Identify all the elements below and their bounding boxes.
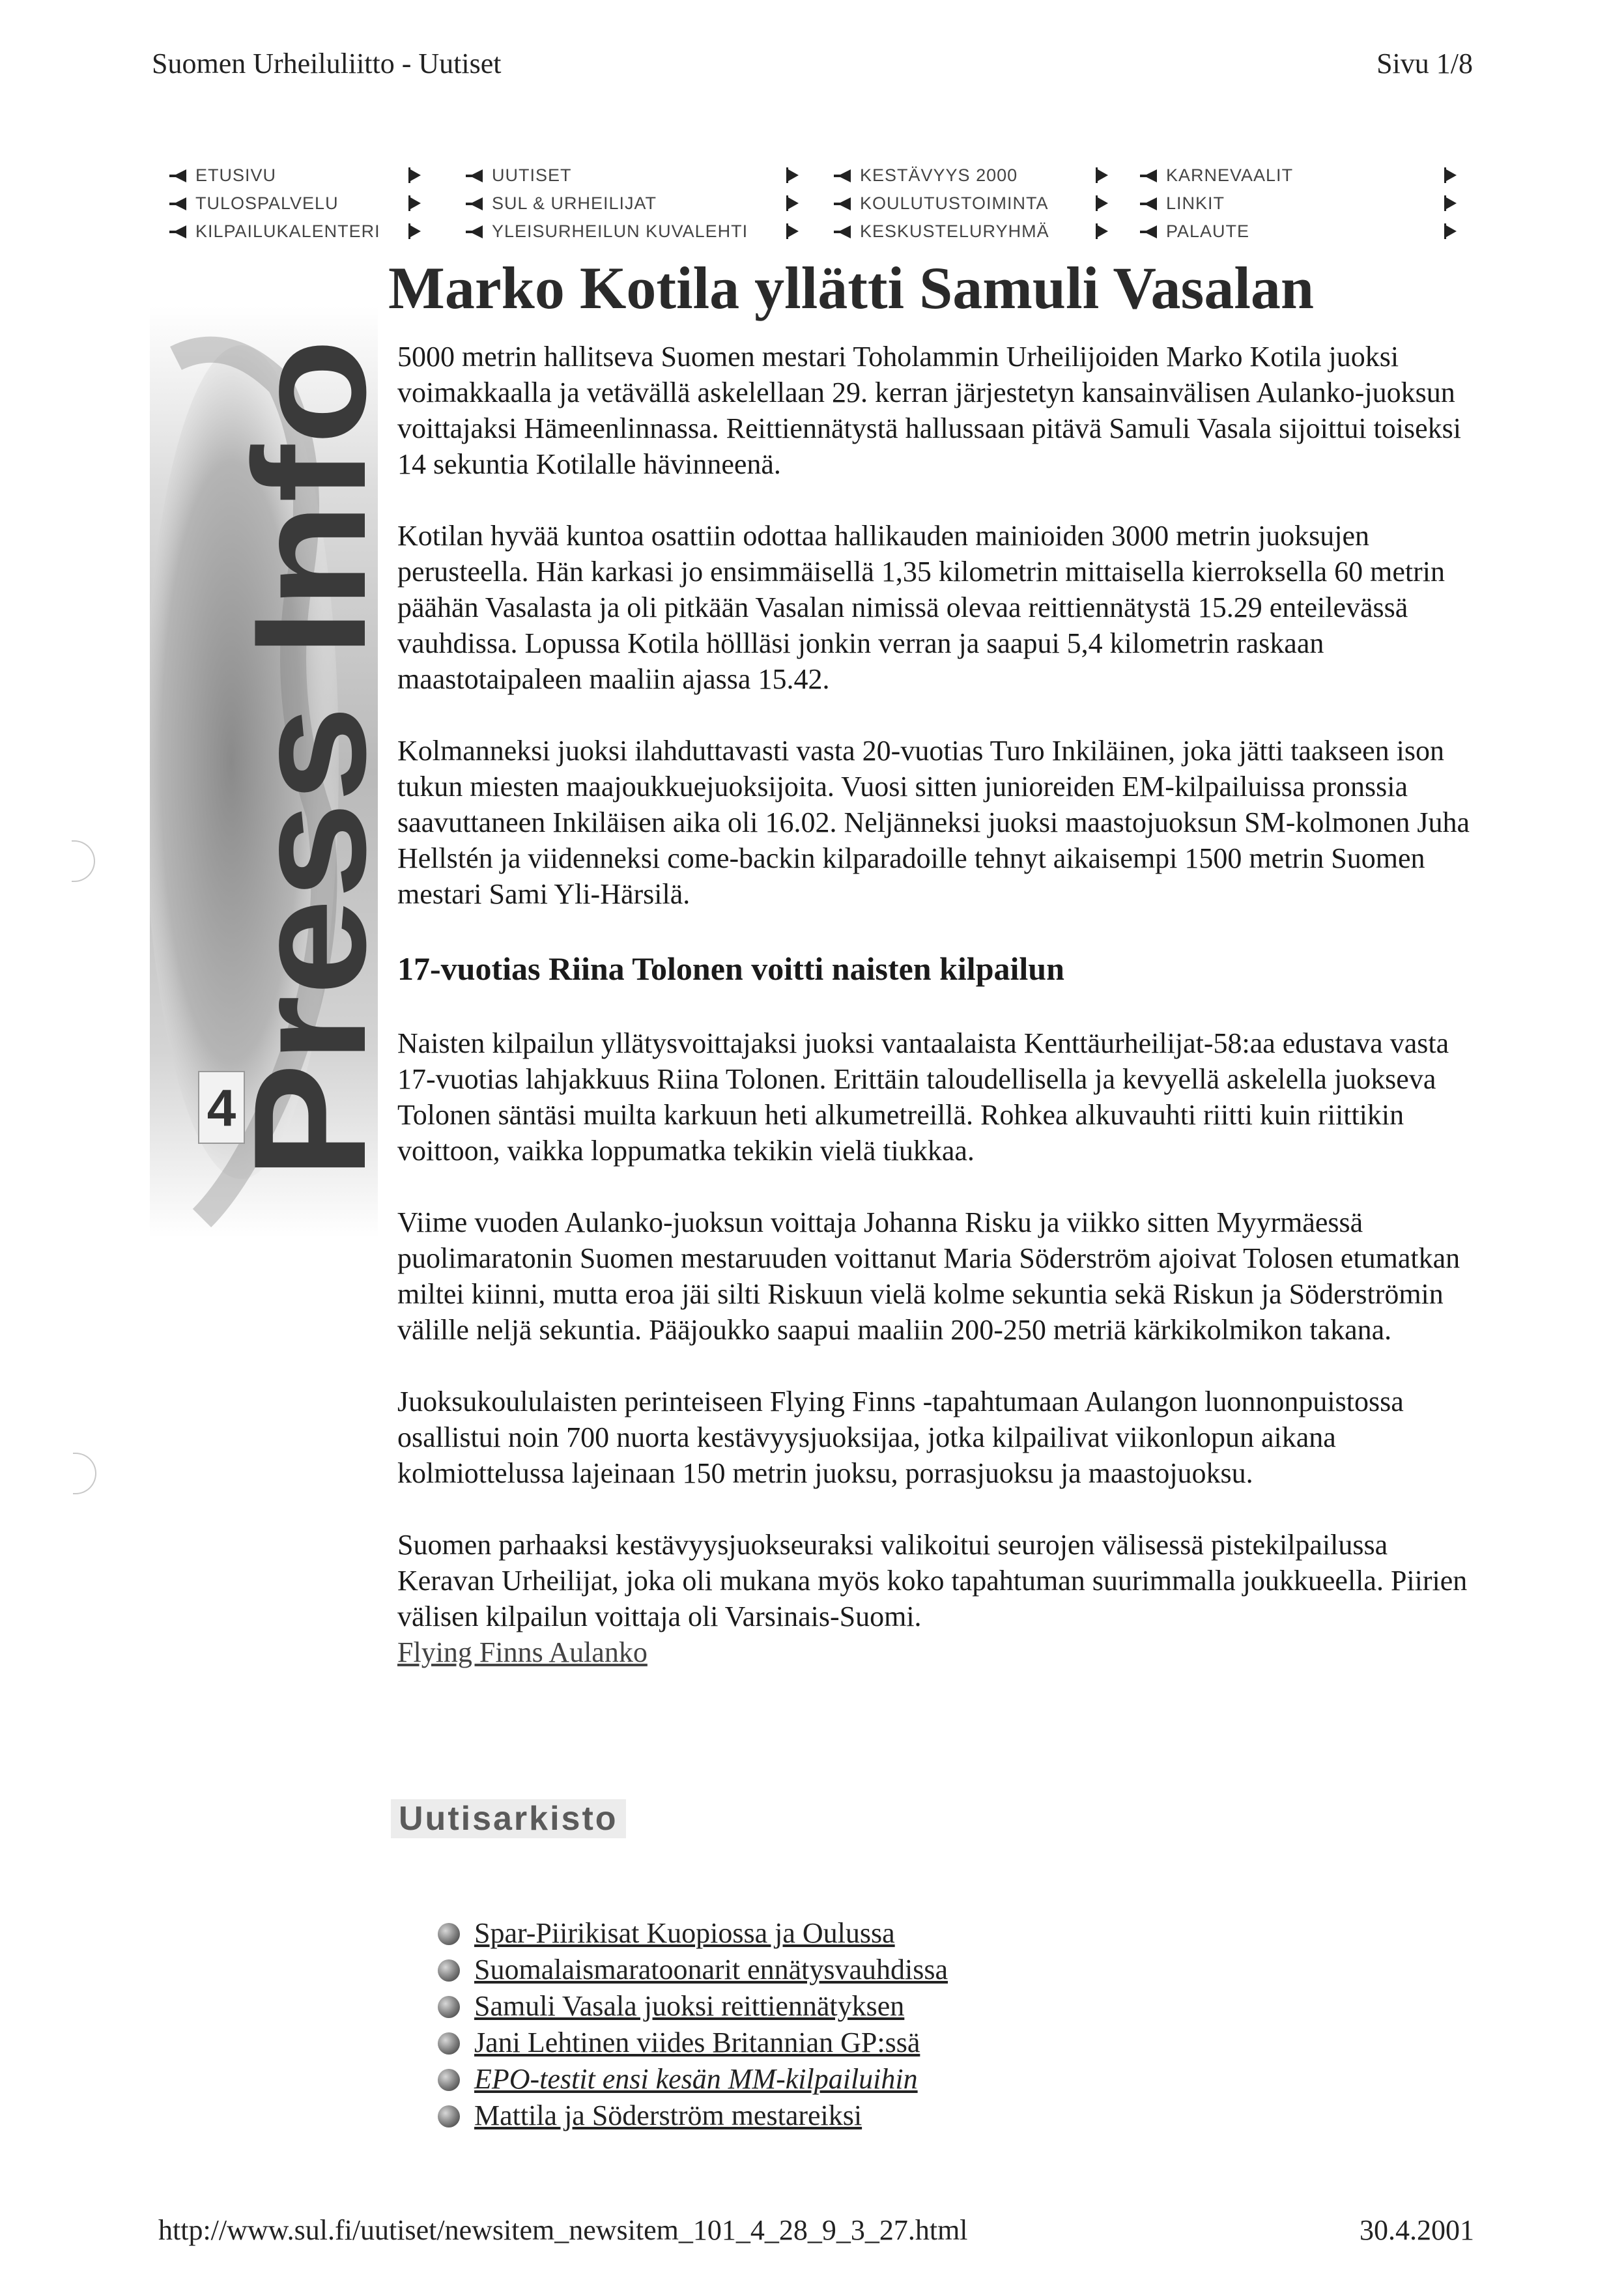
- article-paragraph-6: Juoksukoululaisten perinteiseen Flying Finns -tapahtumaan Aulangon luonnonpuistossa osallistui noin 700 nuorta kestävyysjuoksijaa, jotka kilpailivat viikonlopun aikana kolmiottelussa lajeinaan 150 metrin juoksu, porrasjuoksu ja maastojuoksu.: [397, 1386, 1404, 1489]
- banner-bib-number: 4: [207, 1079, 236, 1137]
- archive-item: [438, 1952, 948, 1988]
- bullet-icon: [438, 1959, 460, 1982]
- punch-hole-mark: [73, 1453, 96, 1494]
- nav-end-arrows-3: [1094, 162, 1114, 246]
- nav-link-kilpailukalenteri[interactable]: KILPAILUKALENTERI: [169, 218, 380, 246]
- archive-link-2[interactable]: Suomalaismaratoonarit ennätysvauhdissa: [474, 1954, 948, 1985]
- nav-link-etusivu[interactable]: ETUSIVU: [169, 162, 380, 190]
- footer-url: http://www.sul.fi/uutiset/newsitem_newsitem_101_4_28_9_3_27.html: [158, 2214, 968, 2246]
- site-title: Suomen Urheiluliitto - Uutiset: [152, 48, 502, 79]
- article-paragraph-1: 5000 metrin hallitseva Suomen mestari Toholammin Urheilijoiden Marko Kotila juoksi voimakkaalla ja vetävällä askelellaan 29. kerran järjestetyn kansainvälisen Aulanko-juoksun voittajaksi Hämeenlinnassa. Reittiennätystä hallussaan pitävä Samuli Vasala sijoittui toiseksi 14 sekuntia Kotilalle hävinneenä.: [397, 341, 1462, 480]
- archive-heading: Uutisarkisto: [391, 1799, 626, 1838]
- archive-link-5[interactable]: EPO-testit ensi kesän MM-kilpailuihin: [474, 2063, 918, 2095]
- banner-press-info-text: Press Info: [220, 407, 378, 1179]
- nav-link-kuvalehti[interactable]: YLEISURHEILUN KUVALEHTI: [466, 218, 748, 246]
- bullet-icon: [438, 2032, 460, 2055]
- article-subheading: 17-vuotias Riina Tolonen voitti naisten kilpailun: [397, 950, 1064, 987]
- archive-item: [438, 1915, 948, 1952]
- press-info-banner: [150, 306, 378, 1238]
- nav-link-keskusteluryhma[interactable]: KESKUSTELURYHMÄ: [834, 218, 1049, 246]
- nav-end-arrows-1: [407, 162, 427, 246]
- nav-link-uutiset[interactable]: UUTISET: [466, 162, 748, 190]
- nav-column-2: [466, 162, 748, 246]
- nav-end-arrows-4: [1443, 162, 1462, 246]
- punch-hole-mark: [72, 840, 95, 882]
- article-body: [397, 339, 1492, 1670]
- archive-link-4[interactable]: Jani Lehtinen viides Britannian GP:ssä: [474, 2027, 920, 2058]
- archive-link-6[interactable]: Mattila ja Söderström mestareiksi: [474, 2099, 862, 2131]
- footer-date: 30.4.2001: [1360, 2214, 1474, 2246]
- nav-link-sul-urheilijat[interactable]: SUL & URHEILIJAT: [466, 190, 748, 218]
- page-number: Sivu 1/8: [1376, 48, 1473, 79]
- bullet-icon: [438, 1996, 460, 2018]
- nav-column-3: [834, 162, 1049, 246]
- nav-link-linkit[interactable]: LINKIT: [1140, 190, 1293, 218]
- flying-finns-link[interactable]: Flying Finns Aulanko: [397, 1636, 648, 1668]
- nav-link-tulospalvelu[interactable]: TULOSPALVELU: [169, 190, 380, 218]
- article-paragraph-5: Viime vuoden Aulanko-juoksun voittaja Johanna Risku ja viikko sitten Myyrmäessä puolimaratonin Suomen mestaruuden voittanut Maria Söderström ajoivat Tolosen etumatkan miltei kiinni, mutta eroa jäi silti Riskuun vielä kolme sekuntia sekä Riskun ja Söderströmin välille neljä sekuntia. Pääjoukko saapui maaliin 200-250 metriä kärkikolmikon takana.: [397, 1206, 1460, 1346]
- article-paragraph-3: Kolmanneksi juoksi ilahduttavasti vasta 20-vuotias Turo Inkiläinen, joka jätti taakseen ison tukun miesten maajoukkuejuoksijoita. Vuosi sitten junioreiden EM-kilpailuissa pronssia saavuttaneen Inkiläisen aika oli 16.02. Neljänneksi juoksi maastojuoksun SM-kolmonen Juha Hellstén ja viidenneksi come-backin kilparadoille tehnyt aikaisempi 1500 metrin Suomen mestari Sami Yli-Härsilä.: [397, 735, 1470, 910]
- archive-item: [438, 2098, 948, 2134]
- archive-item: [438, 1988, 948, 2025]
- nav-link-koulutustoiminta[interactable]: KOULUTUSTOIMINTA: [834, 190, 1049, 218]
- article-title: Marko Kotila yllätti Samuli Vasalan: [388, 255, 1315, 321]
- nav-end-arrows-2: [785, 162, 805, 246]
- archive-list: [438, 1915, 948, 2134]
- bullet-icon: [438, 2105, 460, 2127]
- article-paragraph-2: Kotilan hyvää kuntoa osattiin odottaa hallikauden mainioiden 3000 metrin juoksujen perusteella. Hän karkasi jo ensimmäisellä 1,35 kilometrin mittaisella kierroksella 60 metrin päähän Vasalasta ja oli pitkään Vasalan nimissä olevaa reittiennätystä 15.29 enteilevässä vauhdissa. Lopussa Kotila höllläsi jonkin verran ja saapui 5,4 kilometrin raskaan maastotaipaleen maaliin ajassa 15.42.: [397, 520, 1445, 695]
- archive-link-3[interactable]: Samuli Vasala juoksi reittiennätyksen: [474, 1990, 905, 2022]
- archive-item: [438, 2025, 948, 2061]
- bullet-icon: [438, 2069, 460, 2091]
- press-info-banner-graphic: [150, 306, 378, 1238]
- nav-link-karnevaalit[interactable]: KARNEVAALIT: [1140, 162, 1293, 190]
- nav-link-kestavyys[interactable]: KESTÄVYYS 2000: [834, 162, 1049, 190]
- nav-column-1: [169, 162, 380, 246]
- archive-item: [438, 2061, 948, 2098]
- article-paragraph-7: Suomen parhaaksi kestävyysjuokseuraksi valikoitui seurojen välisessä pistekilpailussa Keravan Urheilijat, joka oli mukana myös koko tapahtuman suurimmalla joukkueella. Piirien välisen kilpailun voittaja oli Varsinais-Suomi.: [397, 1529, 1468, 1632]
- bullet-icon: [438, 1923, 460, 1945]
- main-navigation: [169, 162, 1469, 246]
- nav-column-4: [1140, 162, 1293, 246]
- nav-link-palaute[interactable]: PALAUTE: [1140, 218, 1293, 246]
- archive-link-1[interactable]: Spar-Piirikisat Kuopiossa ja Oulussa: [474, 1917, 895, 1949]
- article-paragraph-4: Naisten kilpailun yllätysvoittajaksi juoksi vantaalaista Kenttäurheilijat-58:aa edustava vasta 17-vuotias lahjakkuus Riina Tolonen. Erittäin taloudellisella ja kevyellä askelella juokseva Tolonen säntäsi muilta karkuun heti alkumetreillä. Rohkea alkuvauhti riitti kuin riittikin voittoon, vaikka loppumatka tekikin vielä tiukkaa.: [397, 1027, 1449, 1167]
